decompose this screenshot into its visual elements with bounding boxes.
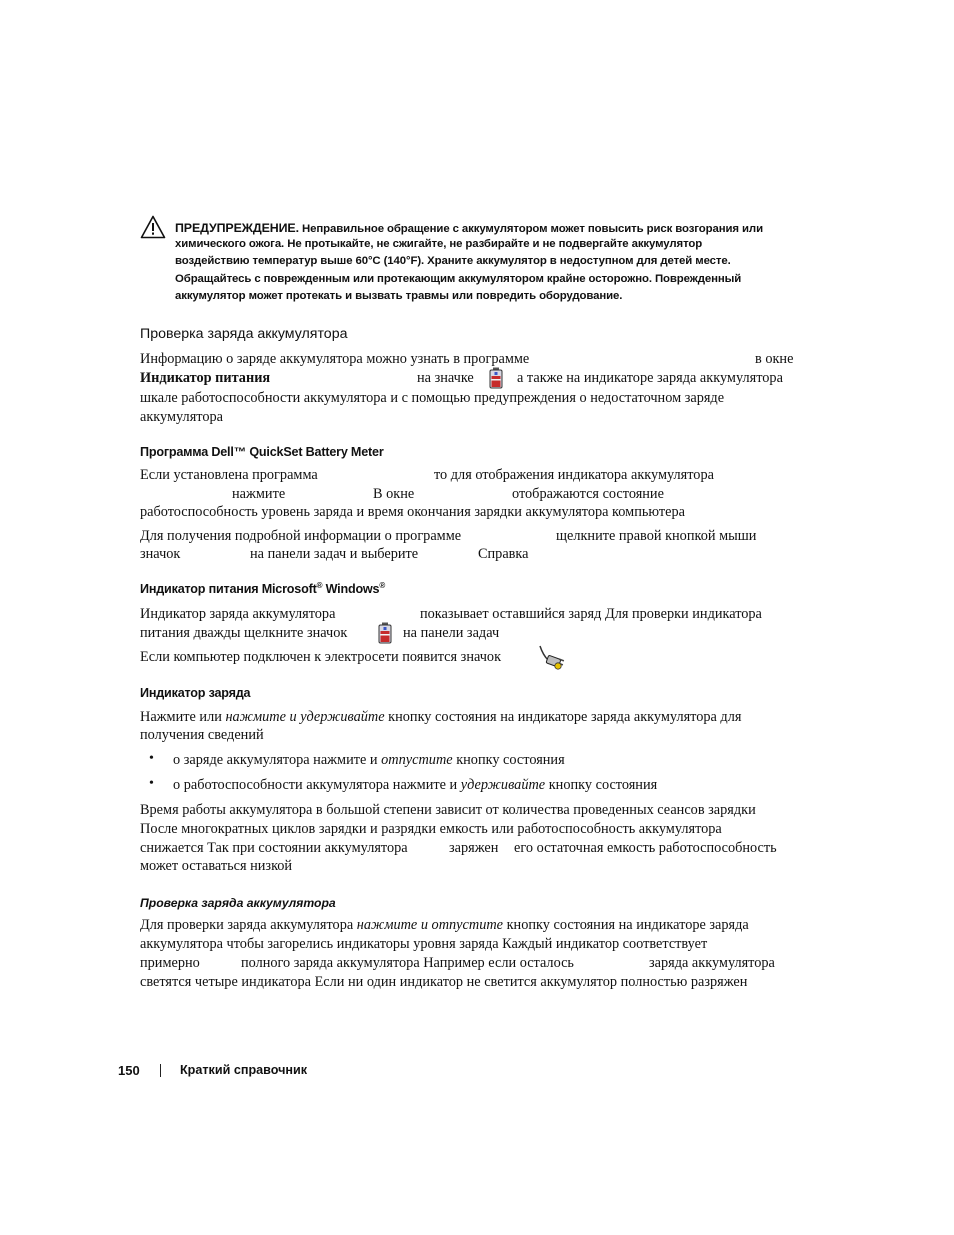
- intro-line-2c: а также на индикаторе заряда аккумулятора: [517, 370, 783, 386]
- warning-line-5: аккумулятор может протекать и вызвать травмы или повредить оборудование.: [175, 290, 623, 302]
- gauge-p2-line-3b: заряжен: [449, 840, 499, 856]
- warning-line-4: Обращайтесь с поврежденным или протекающим аккумулятором крайне осторожно. Поврежденный: [175, 273, 742, 285]
- quickset-p2-line-1a: Для получения подробной информации о программе: [140, 528, 462, 544]
- warning-label: ПРЕДУПРЕЖДЕНИЕ.: [175, 221, 299, 235]
- check-line-3a: примерно: [140, 955, 200, 971]
- gauge-p2-line-1: Время работы аккумулятора в большой степени зависит от количества проведенных сеансов зарядки: [140, 802, 756, 818]
- gauge-bullet-2: о работоспособности аккумулятора нажмите и удерживайте кнопку состояния: [173, 777, 658, 793]
- battery-icon: [377, 622, 393, 644]
- battery-icon: [488, 367, 504, 389]
- intro-line-4: аккумулятора: [140, 409, 223, 425]
- intro-line-1b: в окне: [755, 351, 794, 367]
- ms-p1-line-1a: Индикатор заряда аккумулятора: [140, 606, 336, 622]
- check-line-3c: заряда аккумулятора: [649, 955, 775, 971]
- warning-line-3: воздействию температур выше 60°C (140°F). Храните аккумулятор в недоступном для детей месте.: [175, 255, 731, 267]
- check-line-1: Для проверки заряда аккумулятора нажмите и отпустите кнопку состояния на индикаторе заряда: [140, 917, 749, 933]
- gauge-p2-line-3a: снижается Так при состоянии аккумулятора: [140, 840, 408, 856]
- footer-separator: [160, 1064, 161, 1077]
- quickset-p2-line-2b: на панели задач и выберите: [250, 546, 419, 562]
- ms-power-meter-title: Индикатор питания Microsoft® Windows®: [140, 581, 386, 597]
- check-line-3b: полного заряда аккумулятора Например если осталось: [241, 955, 574, 971]
- gauge-title: Индикатор заряда: [140, 686, 251, 700]
- gauge-p2-line-3c: его остаточная емкость работоспособность: [514, 840, 777, 856]
- quickset-p1-line-3: работоспособность уровень заряда и время окончания зарядки аккумулятора компьютера: [140, 504, 685, 520]
- gauge-p2-line-4: может оставаться низкой: [140, 858, 293, 874]
- quickset-p1-line-1b: то для отображения индикатора аккумулятора: [434, 467, 714, 483]
- quickset-p2-line-1b: щелкните правой кнопкой мыши: [556, 528, 757, 544]
- warning-triangle-icon: [140, 215, 166, 239]
- quickset-title: Программа Dell™ QuickSet Battery Meter: [140, 445, 384, 459]
- quickset-p2-line-2c: Справка: [478, 546, 529, 562]
- section-title: Проверка заряда аккумулятора: [140, 326, 348, 342]
- gauge-p2-line-2: После многократных циклов зарядки и разрядки емкость или работоспособность аккумулятора: [140, 821, 722, 837]
- bullet-marker: •: [149, 751, 154, 766]
- check-title: Проверка заряда аккумулятора: [140, 896, 336, 910]
- quickset-p1-line-1a: Если установлена программа: [140, 467, 318, 483]
- quickset-p1-line-2c: отображаются состояние: [512, 486, 664, 502]
- page-number: 150: [118, 1063, 140, 1078]
- gauge-p1-line-1: Нажмите или нажмите и удерживайте кнопку состояния на индикаторе заряда аккумулятора для: [140, 709, 742, 725]
- check-line-2: аккумулятора чтобы загорелись индикаторы уровня заряда Каждый индикатор соответствует: [140, 936, 708, 952]
- ms-p2: Если компьютер подключен к электросети появится значок: [140, 649, 502, 665]
- gauge-p1-line-2: получения сведений: [140, 727, 264, 743]
- ms-p1-line-2a: питания дважды щелкните значок: [140, 625, 348, 641]
- ac-plug-icon: [538, 644, 566, 670]
- quickset-p1-line-2b: В окне: [373, 486, 415, 502]
- quickset-p1-line-2a: нажмите: [232, 486, 286, 502]
- gauge-bullet-1: о заряде аккумулятора нажмите и отпустите кнопку состояния: [173, 752, 565, 768]
- warning-line-1: ПРЕДУПРЕЖДЕНИЕ. Неправильное обращение с аккумулятором может повысить риск возгорания или: [175, 221, 763, 235]
- ms-p1-line-1b: показывает оставшийся заряд Для проверки индикатора: [420, 606, 762, 622]
- quickset-p2-line-2a: значок: [140, 546, 181, 562]
- warning-line-2: химического ожога. Не протыкайте, не сжигайте, не разбирайте и не подвергайте аккумулятор: [175, 238, 703, 250]
- intro-line-2a: Индикатор питания: [140, 370, 271, 386]
- intro-line-1a: Информацию о заряде аккумулятора можно узнать в программе: [140, 351, 530, 367]
- footer-title: Краткий справочник: [180, 1063, 308, 1077]
- ms-p1-line-2b: на панели задач: [403, 625, 500, 641]
- bullet-marker: •: [149, 776, 154, 791]
- check-line-4: светятся четыре индикатора Если ни один индикатор не светится аккумулятор полностью разряжен: [140, 974, 748, 990]
- intro-line-2b: на значке: [417, 370, 474, 386]
- intro-line-3: шкале работоспособности аккумулятора и с помощью предупреждения о недостаточном заряде: [140, 390, 725, 406]
